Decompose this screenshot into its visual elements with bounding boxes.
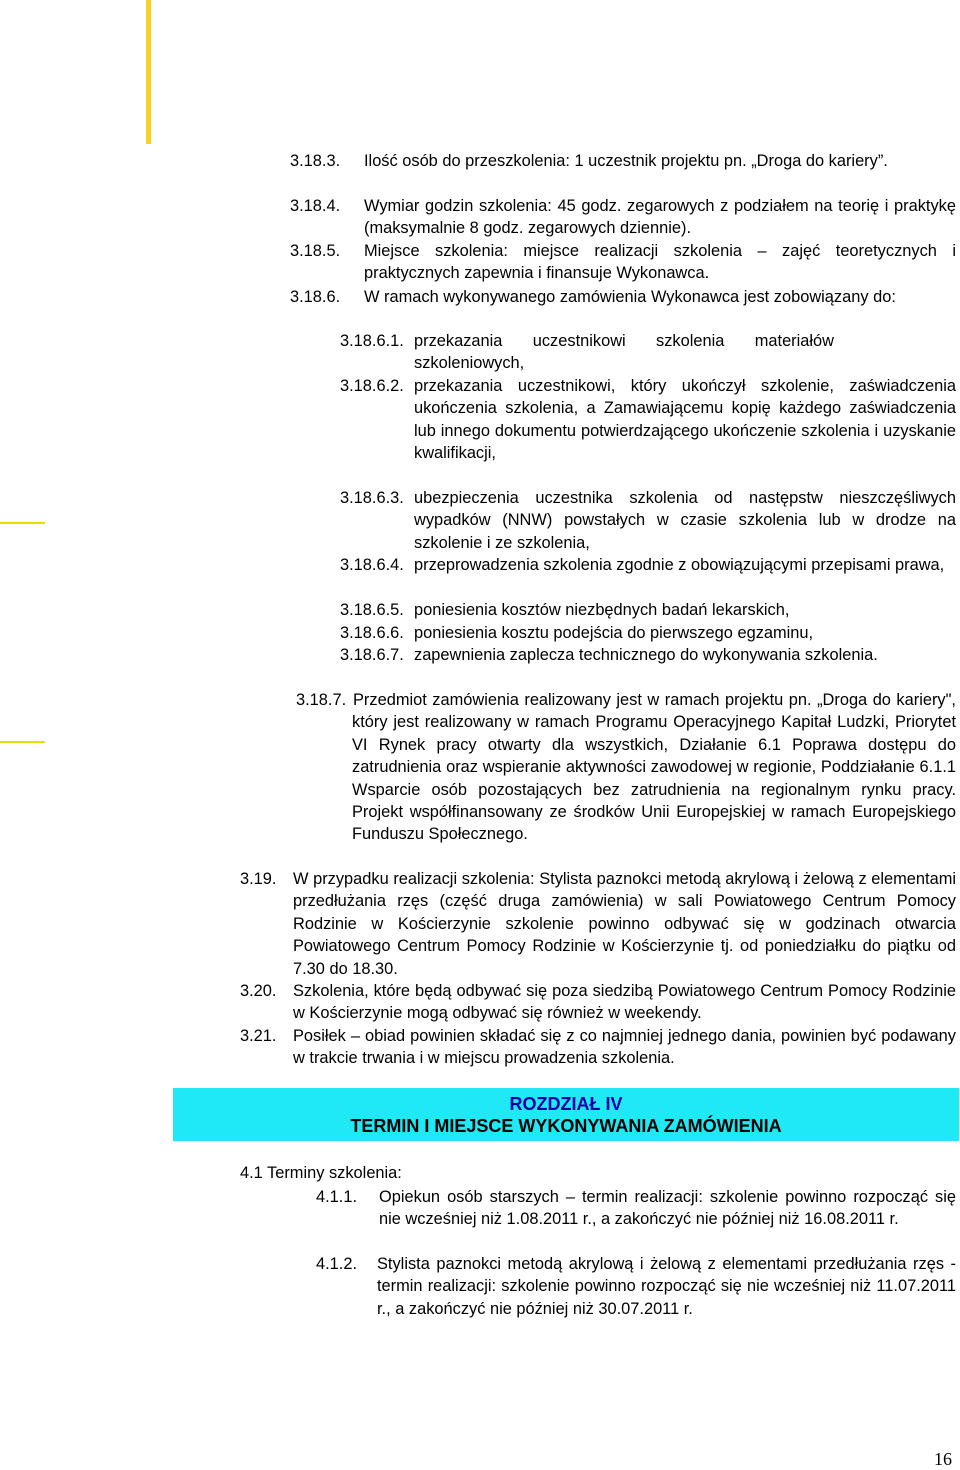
item-text: Wymiar godzin szkolenia: 45 godz. zegarowych z podziałem na teorię i praktykę (maksymalnie 8 godz. zegarowych dziennie). <box>364 197 956 238</box>
item-text: Przedmiot zamówienia realizowany jest w ramach projektu pn. „Droga do kariery", który jest realizowany w ramach Programu Operacyjnego Kapitał Ludzki, Priorytet VI Rynek pracy otwarty dla wszystkich, Działanie 6.1 Poprawa dostępu do zatrudnienia oraz wspieranie aktywności zawodowej w regionie, Poddziałanie 6.1.1 Wsparcie osób pozostających bez zatrudnienia na regionalnym rynku pracy. Projekt współfinansowany ze środków Unii Europejskiej w ramach Europejskiego Funduszu Społecznego. <box>352 691 956 844</box>
item-text: przekazania uczestnikowi szkolenia materiałów szkoleniowych, <box>414 332 834 373</box>
list-item <box>364 240 956 285</box>
item-text: Opiekun osób starszych – termin realizacji: szkolenie powinno rozpocząć się nie wcześniej niż 1.08.2011 r., a zakończyć nie później niż 16.08.2011 r. <box>379 1188 956 1229</box>
item-number: 3.18.5. <box>290 242 341 260</box>
item-number: 3.18.3. <box>290 152 341 170</box>
item-number: 3.18.6.5. <box>340 601 404 619</box>
item-number: 3.18.6.4. <box>340 556 404 574</box>
item-text: Ilość osób do przeszkolenia: 1 uczestnik projektu pn. „Droga do kariery”. <box>364 152 888 170</box>
item-text: Miejsce szkolenia: miejsce realizacji szkolenia – zajęć teoretycznych i praktycznych zapewnia i finansuje Wykonawca. <box>364 242 956 283</box>
list-item <box>414 330 834 375</box>
list-item <box>379 1186 956 1231</box>
item-number: 3.18.6.6. <box>340 624 404 642</box>
item-number: 3.18.7. <box>296 691 347 709</box>
list-item <box>414 375 956 465</box>
list-item <box>293 980 956 1025</box>
item-number: 3.18.6.7. <box>340 646 404 664</box>
item-number: 3.18.6. <box>290 288 341 306</box>
list-item <box>352 689 956 846</box>
list-item <box>364 286 956 308</box>
margin-mark <box>0 741 45 743</box>
list-item <box>414 644 956 666</box>
chapter-number: ROZDZIAŁ IV <box>509 1094 623 1114</box>
list-item <box>414 599 956 621</box>
item-text: Szkolenia, które będą odbywać się poza siedzibą Powiatowego Centrum Pomocy Rodzinie w Kościerzynie mogą odbywać się również w weekendy. <box>293 982 956 1023</box>
item-text: Posiłek – obiad powinien składać się z co najmniej jednego dania, powinien być podawany w trakcie trwania i w miejscu prowadzenia szkolenia. <box>293 1027 956 1068</box>
item-number: 4.1.2. <box>316 1255 358 1273</box>
item-number: 3.18.4. <box>290 197 341 215</box>
item-text: przeprowadzenia szkolenia zgodnie z obowiązującymi przepisami prawa, <box>414 556 945 574</box>
item-number: 3.21. <box>240 1027 277 1045</box>
item-text: W przypadku realizacji szkolenia: Stylista paznokci metodą akrylową i żelową z elementami przedłużania rzęs (część druga zamówienia) w sali Powiatowego Centrum Pomocy Rodzinie w Kościerzynie szkolenie powinno odbywać się w godzinach otwarcia Powiatowego Centrum Pomocy Rodzinie w Kościerzynie tj. od poniedziałku do piątku od 7.30 do 18.30. <box>293 870 956 978</box>
item-text: W ramach wykonywanego zamówienia Wykonawca jest zobowiązany do: <box>364 288 896 306</box>
list-item <box>364 195 956 240</box>
item-text: poniesienia kosztów niezbędnych badań lekarskich, <box>414 601 790 619</box>
section-heading: 4.1 Terminy szkolenia: <box>240 1164 402 1182</box>
list-item <box>414 622 956 644</box>
item-text: ubezpieczenia uczestnika szkolenia od następstw nieszczęśliwych wypadków (NNW) powstałych w czasie szkolenia lub w drodze na szkolenie i ze szkolenia, <box>414 489 956 552</box>
list-item <box>414 487 956 554</box>
margin-mark <box>0 522 45 524</box>
item-number: 3.18.6.1. <box>340 332 404 350</box>
item-number: 3.19. <box>240 870 277 888</box>
list-item <box>377 1253 956 1320</box>
item-text: Stylista paznokci metodą akrylową i żelową z elementami przedłużania rzęs - termin realizacji: szkolenie powinno rozpocząć się nie wcześniej niż 11.07.2011 r., a zakończyć nie później niż 30.07.2011 r. <box>377 1255 956 1318</box>
item-text: przekazania uczestnikowi, który ukończył szkolenie, zaświadczenia ukończenia szkolenia, a Zamawiającemu kopię każdego zaświadczenia lub innego dokumentu potwierdzającego ukończenie szkolenia i uzyskanie kwalifikacji, <box>414 377 956 463</box>
chapter-heading <box>173 1088 959 1141</box>
accent-bar <box>146 0 151 144</box>
list-item <box>364 150 956 172</box>
item-number: 3.20. <box>240 982 277 1000</box>
chapter-title: TERMIN I MIEJSCE WYKONYWANIA ZAMÓWIENIA <box>350 1116 782 1136</box>
item-number: 3.18.6.3. <box>340 489 404 507</box>
list-item <box>414 554 956 576</box>
list-item <box>293 868 956 980</box>
page-number: 16 <box>934 1449 952 1469</box>
list-item <box>293 1025 956 1070</box>
item-text: zapewnienia zaplecza technicznego do wykonywania szkolenia. <box>414 646 878 664</box>
item-number: 4.1.1. <box>316 1188 358 1206</box>
item-number: 3.18.6.2. <box>340 377 404 395</box>
item-text: poniesienia kosztu podejścia do pierwszego egzaminu, <box>414 624 814 642</box>
